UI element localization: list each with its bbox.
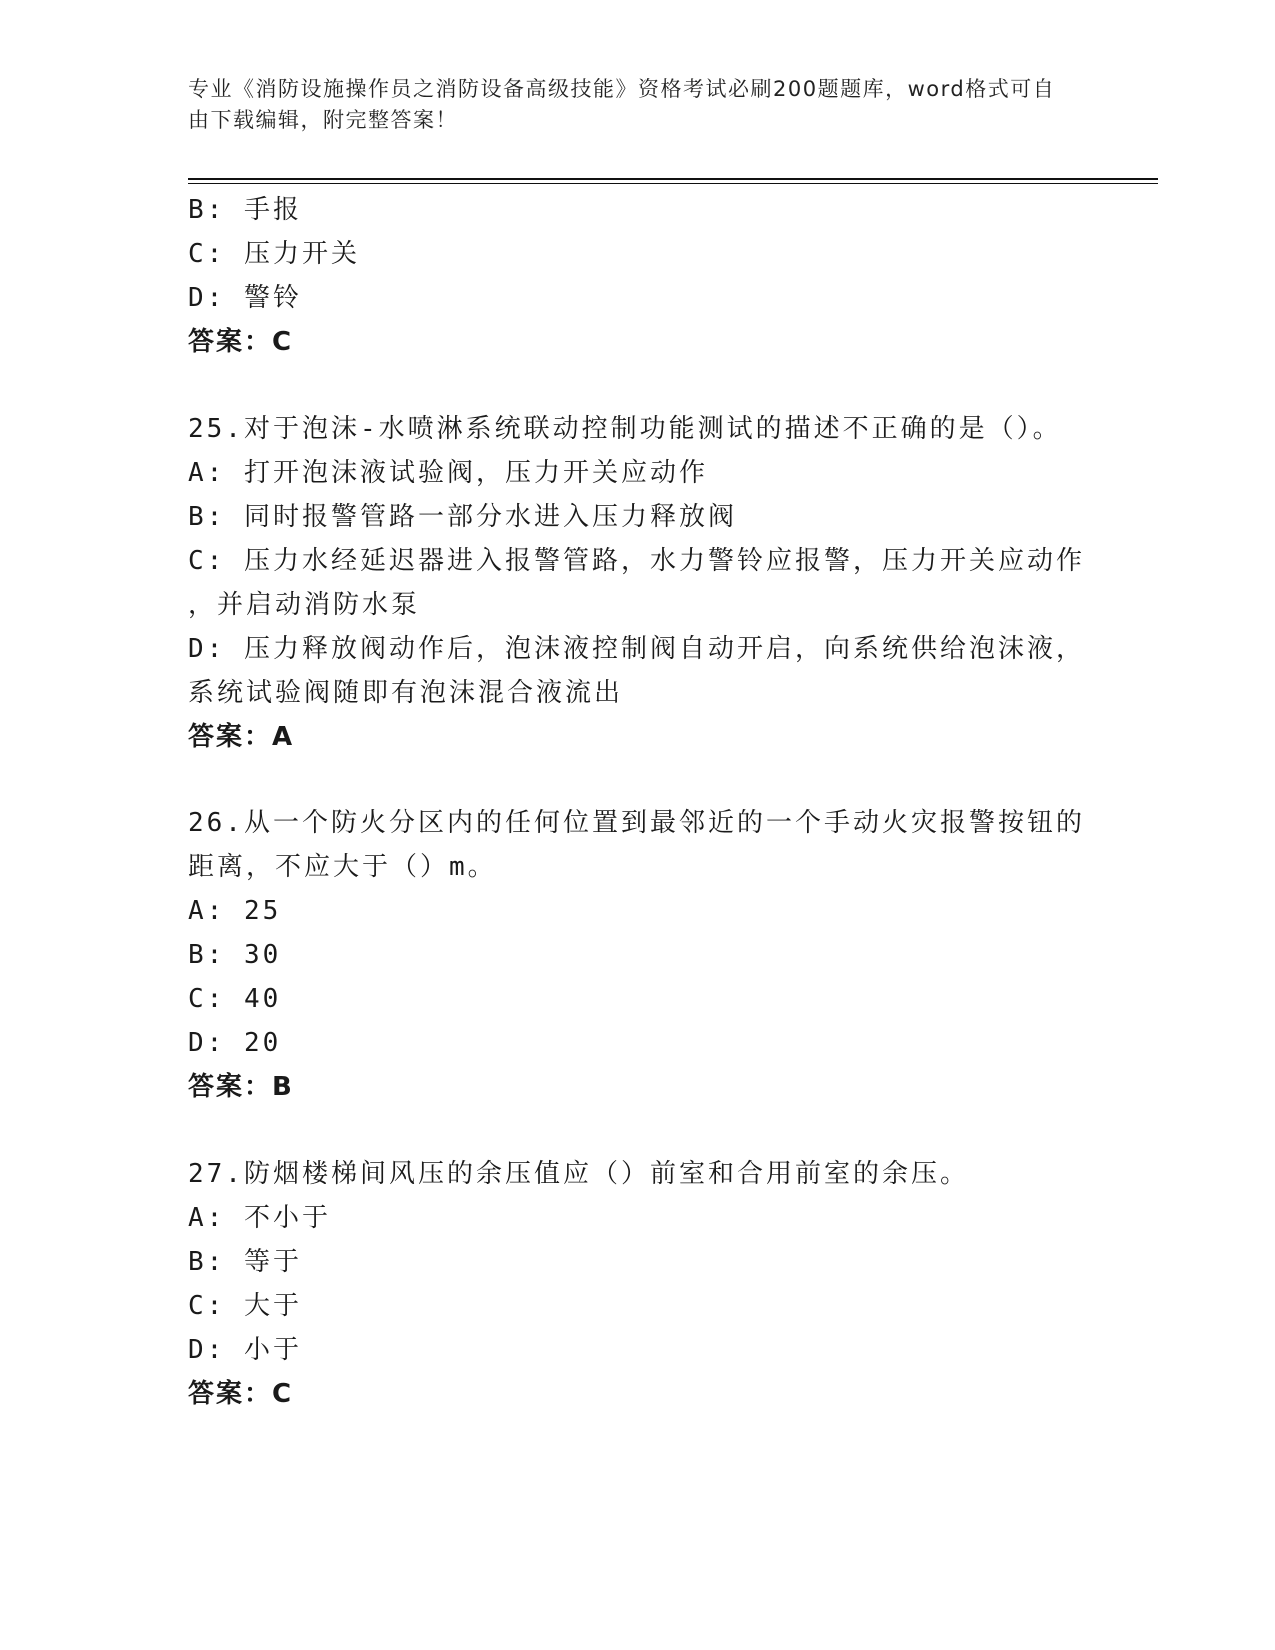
- q25-option-d: D: 压力释放阀动作后，泡沫液控制阀自动开启，向系统供给泡沫液，: [188, 634, 1085, 664]
- prev-option-c: C: 压力开关: [188, 239, 360, 269]
- q27-stem: 27.防烟楼梯间风压的余压值应（）前室和合用前室的余压。: [188, 1159, 969, 1189]
- q26-stem: 26.从一个防火分区内的任何位置到最邻近的一个手动火灾报警按钮的: [188, 808, 1085, 838]
- q25-option-d-cont: 系统试验阀随即有泡沫混合液流出: [188, 678, 624, 708]
- q26-option-b: B: 30: [188, 940, 282, 970]
- q26-option-d: D: 20: [188, 1028, 282, 1058]
- prev-option-b: B: 手报: [188, 195, 302, 225]
- q26-answer: 答案：B: [188, 1072, 294, 1102]
- document-header: 专业《消防设施操作员之消防设备高级技能》资格考试必刷200题题库，word格式可自由下载编辑，附完整答案！: [188, 77, 1056, 132]
- q27-answer: 答案：C: [188, 1379, 294, 1409]
- q25-option-b: B: 同时报警管路一部分水进入压力释放阀: [188, 502, 737, 532]
- q25-option-c-cont: ，并启动消防水泵: [188, 590, 421, 620]
- q26-stem-cont: 距离，不应大于（）m。: [188, 852, 497, 882]
- q27-option-a: A: 不小于: [188, 1203, 331, 1233]
- q27-option-b: B: 等于: [188, 1247, 302, 1277]
- q25-option-a: A: 打开泡沫液试验阀，压力开关应动作: [188, 458, 708, 488]
- q25-stem: 25.对于泡沫-水喷淋系统联动控制功能测试的描述不正确的是（）。: [188, 414, 1062, 444]
- q25-answer: 答案：A: [188, 722, 295, 752]
- q27-option-d: D: 小于: [188, 1335, 302, 1365]
- q26-option-a: A: 25: [188, 896, 282, 926]
- header-divider-thin: [188, 183, 1158, 184]
- prev-option-d: D: 警铃: [188, 283, 302, 313]
- header-divider-thick: [188, 178, 1158, 180]
- prev-answer: 答案：C: [188, 327, 294, 357]
- q26-option-c: C: 40: [188, 984, 282, 1014]
- q27-option-c: C: 大于: [188, 1291, 302, 1321]
- q25-option-c: C: 压力水经延迟器进入报警管路，水力警铃应报警，压力开关应动作: [188, 546, 1085, 576]
